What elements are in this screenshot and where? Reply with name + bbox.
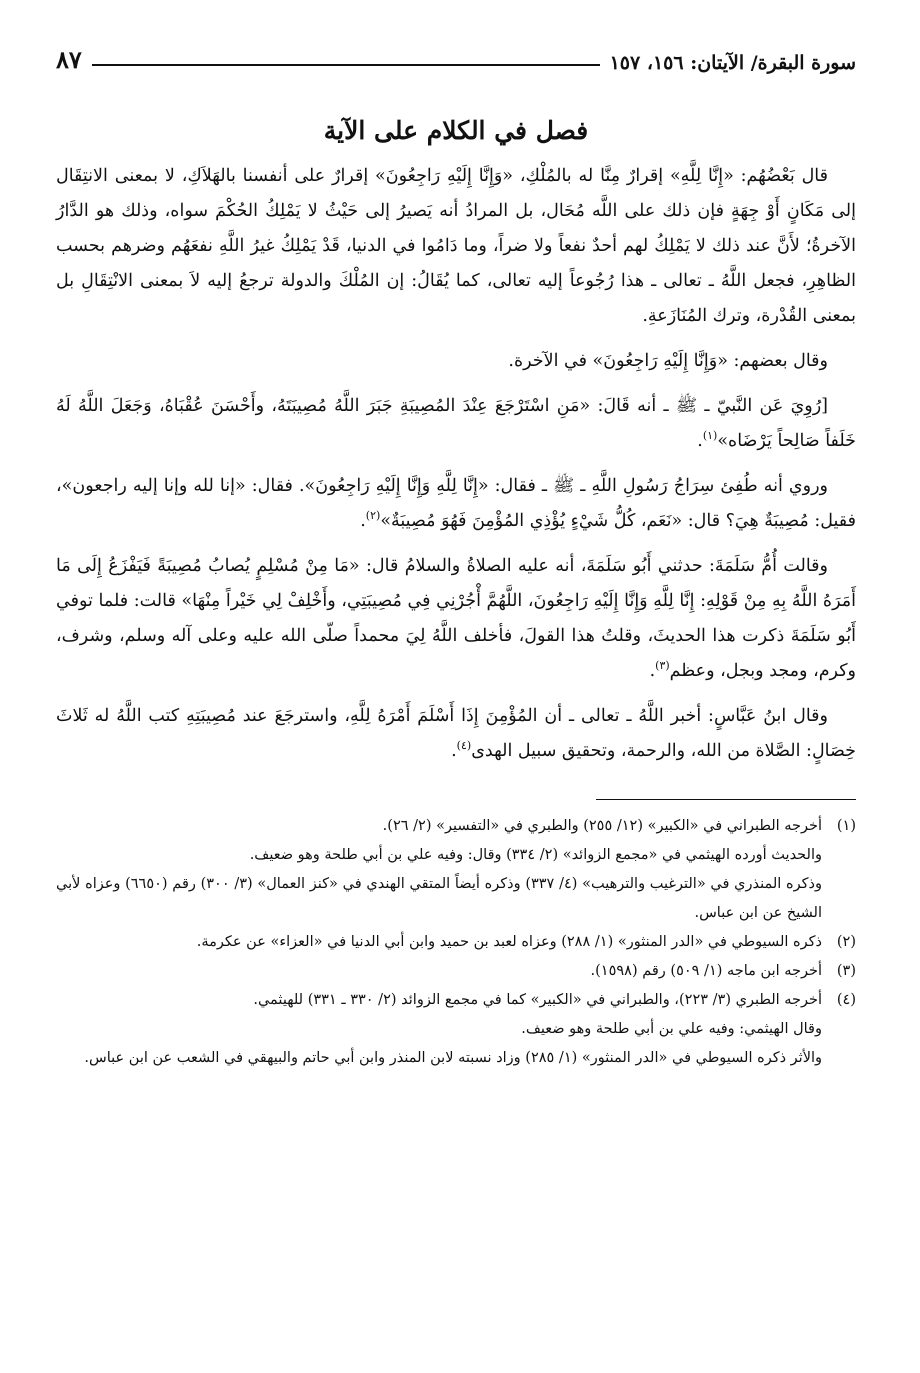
- running-header-title: سورة البقرة/ الآيتان: ١٥٦، ١٥٧: [609, 52, 856, 74]
- paragraph-text: وروي أنه طُفِئ سِرَاجُ رَسُولِ اللَّهِ ـ ﷺ ـ فقال: «إِنَّا لِلَّهِ وَإِنَّا إِلَيْهِ رَاجِعُونَ». فقال: «إنا لله وإنا إليه راجعون»، فقيل: مُصِيبَةٌ هِيَ؟ قال: «نَعَم، كُلُّ شَيْءٍ يُؤْذِي المُؤْمِنَ فَهُوَ مُصِيبَةٌ»: [56, 476, 856, 531]
- footnote-1-line-3: وذكره المنذري في «الترغيب والترهيب» (٤/ ٣٣٧) وذكره أيضاً المتقي الهندي في «كنز العمال» (٣/ ٣٠٠) رقم (٦٦٥٠) وعزاه لأبي الشيخ عن ابن عباس.: [56, 876, 822, 921]
- footnote-number: (٣): [836, 963, 856, 979]
- paragraph-4: وروي أنه طُفِئ سِرَاجُ رَسُولِ اللَّهِ ـ ﷺ ـ فقال: «إِنَّا لِلَّهِ وَإِنَّا إِلَيْهِ رَاجِعُونَ». فقال: «إنا لله وإنا إليه راجعون»، فقيل: مُصِيبَةٌ هِيَ؟ قال: «نَعَم، كُلُّ شَيْءٍ يُؤْذِي المُؤْمِنَ فَهُوَ مُصِيبَةٌ»$^{(٢)}$.: [56, 476, 856, 531]
- footnote-4-line-2: وقال الهيثمي: وفيه علي بن أبي طلحة وهو ضعيف.: [521, 1021, 822, 1037]
- paragraph-text: وقال بعضهم: «وَإِنَّا إِلَيْهِ رَاجِعُونَ» في الآخرة.: [508, 351, 828, 371]
- footnote-text: أخرجه الطبراني في «الكبير» (١٢/ ٢٥٥) والطبري في «التفسير» (٢/ ٢٦).: [382, 818, 822, 834]
- paragraph-text: وقالت أُمُّ سَلَمَةَ: حدثني أَبُو سَلَمَةَ، أنه عليه الصلاةُ والسلامُ قال: «مَا مِنْ مُسْلِمٍ يُصابُ مُصِيبَةً فَيَفْزَعُ إِلَى مَا أَمَرَهُ اللَّهُ بِهِ مِنْ قَوْلِهِ: إِنَّا لِلَّهِ وَإِنَّا إِلَيْهِ رَاجِعُونَ، اللَّهُمَّ أْجُرْنِي فِي مُصِيبَتِي، وأَخْلِفْ لِي خَيْراً مِنْهَا» قالت: فلما توفي أَبُو سَلَمَةَ ذكرت هذا الحديثَ، وقلتُ هذا القولَ، فأخلف اللَّهُ لِيَ محمداً صلّى الله عليه وعلى آله وسلم، وشرف، وكرم، ومجد وبجل، وعظم: [56, 556, 856, 681]
- footnote-ref-3[interactable]: (٣): [655, 659, 670, 673]
- footnote-text: ذكره السيوطي في «الدر المنثور» (١/ ٢٨٨) وعزاه لعبد بن حميد وابن أبي الدنيا في «العزاء» عن عكرمة.: [196, 934, 822, 950]
- header-rule: [92, 64, 600, 66]
- page-number: ٨٧: [56, 45, 82, 74]
- paragraph-5: وقالت أُمُّ سَلَمَةَ: حدثني أَبُو سَلَمَةَ، أنه عليه الصلاةُ والسلامُ قال: «مَا مِنْ مُسْلِمٍ يُصابُ مُصِيبَةً فَيَفْزَعُ إِلَى مَا أَمَرَهُ اللَّهُ بِهِ مِنْ قَوْلِهِ: إِنَّا لِلَّهِ وَإِنَّا إِلَيْهِ رَاجِعُونَ، اللَّهُمَّ أْجُرْنِي فِي مُصِيبَتِي، وأَخْلِفْ لِي خَيْراً مِنْهَا» قالت: فلما توفي أَبُو سَلَمَةَ ذكرت هذا الحديثَ، وقلتُ هذا القولَ، فأخلف اللَّهُ لِيَ محمداً صلّى الله عليه وعلى آله وسلم، وشرف، وكرم، ومجد وبجل، وعظم$^{(٣)}$.: [56, 556, 856, 681]
- footnote-ref-4[interactable]: (٤): [456, 739, 472, 753]
- paragraph-1: [56, 159, 856, 334]
- paragraph-6: وقال ابنُ عَبَّاسٍ: أخبر اللَّهُ ـ تعالى ـ أن المُؤْمِنَ إِذَا أَسْلَمَ أَمْرَهُ لِلَّهِ، واسترجَعَ عند مُصِيبَتِهِ كتب اللَّهُ له ثَلاثَ خِصَالٍ: الصَّلاة من الله، والرحمة، وتحقيق سبيل الهدى$^{(٤)}$.: [56, 706, 856, 761]
- footnotes: [56, 812, 856, 1073]
- paragraph-text: قال بَعْضُهُم: «إِنَّا لِلَّهِ» إقرارٌ مِنَّا له بالمُلْكِ، «وَإِنَّا إِلَيْهِ رَاجِعُونَ» إقرارٌ على أنفسنا بالهَلاَكِ، لا بمعنى الانتِقَال إلى مَكَانٍ أَوْ جِهَةٍ فإن ذلك على اللَّه مُحَال، بل المرادُ أنه يَصيرُ إلى حَيْثُ لا يَمْلِكُ الحُكْمَ سواه، وذلك هو الدَّارُ الآخرةُ؛ لأَنَّ عند ذلك لا يَمْلِكُ لهم أحدٌ نفعاً ولا ضراً، وما دَامُوا في الدنيا، قَدْ يَمْلِكُ غيرُ اللَّهِ نفعَهُم وضرهم بحسب الظاهِرِ، فجعل اللَّهُ ـ تعالى ـ هذا رُجُوعاً إليه تعالى، كما يُقَالُ: إن المُلْكَ والدولة ترجعُ إليه لاَ بمعنى الانْتِقَالِ بل بمعنى القُدْرة، وترك المُنَازَعةِ.: [56, 166, 856, 326]
- footnote-ref-2[interactable]: (٢): [365, 509, 381, 523]
- footnote-number: (٤): [836, 992, 856, 1008]
- footnote-1: [56, 812, 856, 841]
- footnote-4: [56, 986, 856, 1015]
- paragraph-3: [رُوِيَ عَن النَّبيّ ـ ﷺ ـ أنه قَالَ: «مَنِ اسْتَرْجَعَ عِنْدَ المُصِيبَةِ جَبَرَ اللَّهُ مُصِيبَتَهُ، وأَحْسَنَ عُقْبَاهُ، وَجَعَلَ اللَّهُ لَهُ خَلَفاً صَالِحاً يَرْضَاه»$^{(١)}$.: [56, 396, 856, 451]
- section-title: فصل في الكلام على الآية: [323, 116, 589, 145]
- running-header: [56, 30, 856, 74]
- footnote-text: أخرجه ابن ماجه (١/ ٥٠٩) رقم (١٥٩٨).: [590, 963, 822, 979]
- footnote-number: (٢): [836, 934, 856, 950]
- paragraph-text: [رُوِيَ عَن النَّبيّ ـ ﷺ ـ أنه قَالَ: «مَنِ اسْتَرْجَعَ عِنْدَ المُصِيبَةِ جَبَرَ اللَّهُ مُصِيبَتَهُ، وأَحْسَنَ عُقْبَاهُ، وَجَعَلَ اللَّهُ لَهُ خَلَفاً صَالِحاً يَرْضَاه»: [56, 396, 856, 451]
- footnote-text: أخرجه الطبري (٣/ ٢٢٣)، والطبراني في «الكبير» كما في مجمع الزوائد (٢/ ٣٣٠ ـ ٣٣١) للهيثمي.: [253, 992, 822, 1008]
- book-page: [56, 30, 856, 1340]
- footnote-2: [56, 928, 856, 957]
- footnote-number: (١): [836, 818, 856, 834]
- paragraph-2: [56, 344, 856, 379]
- footnote-3: [56, 957, 856, 986]
- paragraph-text: وقال ابنُ عَبَّاسٍ: أخبر اللَّهُ ـ تعالى ـ أن المُؤْمِنَ إِذَا أَسْلَمَ أَمْرَهُ لِلَّهِ، واسترجَعَ عند مُصِيبَتِهِ كتب اللَّهُ له ثَلاثَ خِصَالٍ: الصَّلاة من الله، والرحمة، وتحقيق سبيل الهدى: [56, 706, 856, 761]
- footnote-1-line-2: والحديث أورده الهيثمي في «مجمع الزوائد» (٢/ ٣٣٤) وقال: وفيه علي بن أبي طلحة وهو ضعيف.: [249, 847, 822, 863]
- footnote-ref-1[interactable]: (١): [702, 429, 718, 443]
- footnote-4-line-3: والأثر ذكره السيوطي في «الدر المنثور» (١/ ٢٨٥) وزاد نسبته لابن المنذر وابن أبي حاتم والبيهقي في الشعب عن ابن عباس.: [84, 1050, 822, 1066]
- footnote-separator: [596, 799, 856, 800]
